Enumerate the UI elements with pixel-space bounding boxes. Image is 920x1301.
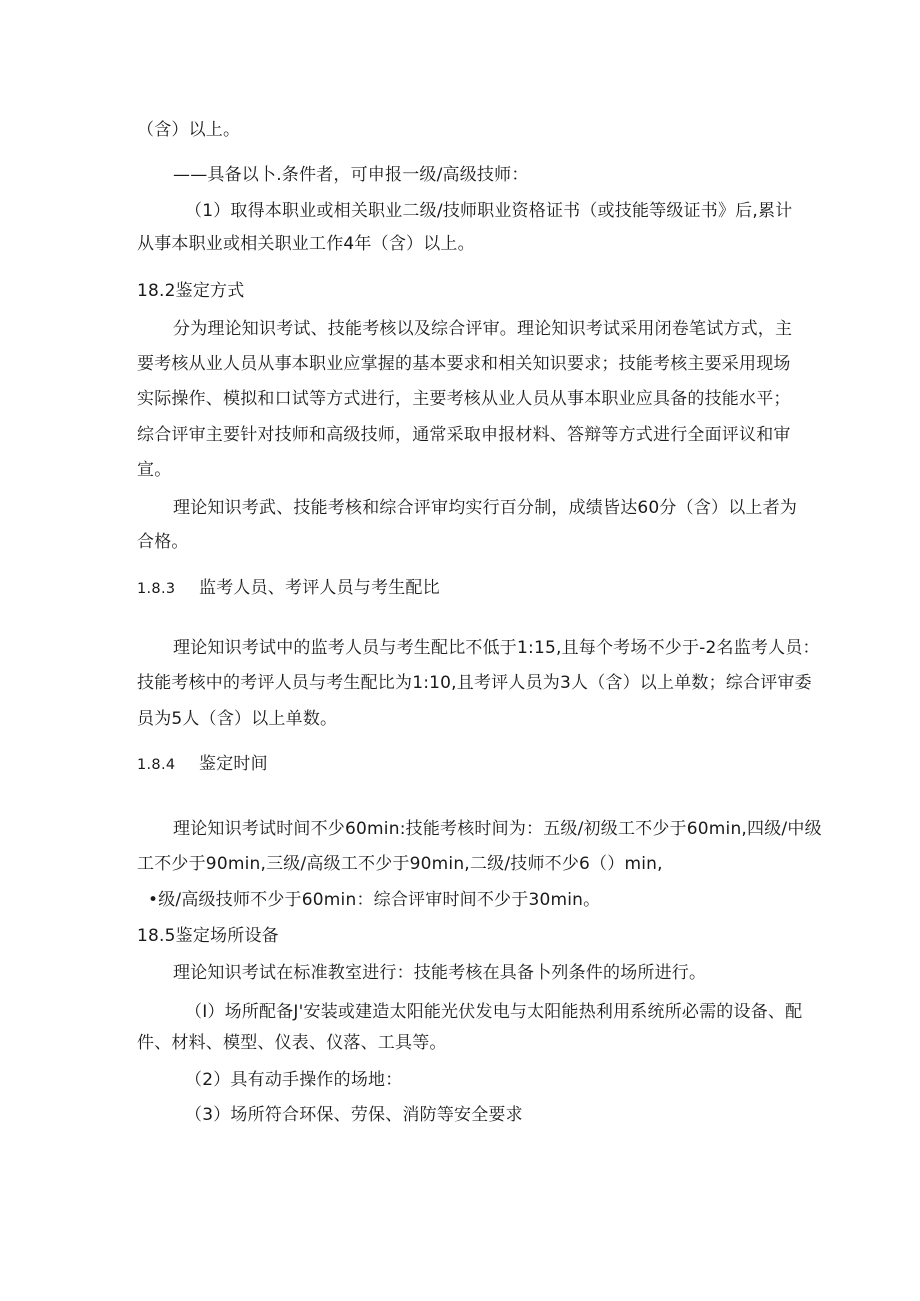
text-line: （1）取得本职业或相关职业二级/技师职业资格证书（或技能等级证书》后,累计 xyxy=(185,201,793,221)
text-line: 件、材料、模型、仪表、仪落、工具等。 xyxy=(137,1033,447,1053)
text-line: 分为理论知识考试、技能考核以及综合评审。理论知识考试采用闭卷笔试方式，主 xyxy=(173,319,793,339)
text-line: （I）场所配备J'安装或建造太阳能光伏发电与太阳能热利用系统所必需的设备、配 xyxy=(185,1002,803,1022)
text-line: （含）以上。 xyxy=(137,120,241,140)
section-heading xyxy=(137,753,268,776)
section-heading xyxy=(137,577,440,600)
section-number: 1.8.3 xyxy=(137,581,176,597)
text-line: 工不少于90min,三级/高级工不少于90min,二级/技师不少6（）min, xyxy=(137,854,663,874)
text-line: （3）场所符合环保、劳保、消防等安全要求 xyxy=(185,1105,523,1125)
section-number: 1.8.4 xyxy=(137,757,176,773)
text-line: 综合评审主要针对技师和高级技师，通常采取申报材料、答辩等方式进行全面评议和审 xyxy=(137,425,791,445)
section-heading: 18.5鉴定场所设备 xyxy=(137,926,279,946)
text-line: （2）具有动手操作的场地： xyxy=(185,1070,403,1090)
text-line: 理论知识考武、技能考核和综合评审均实行百分制，成绩皆达60分（含）以上者为 xyxy=(173,498,798,518)
text-line: 要考核从业人员从事本职业应掌握的基本要求和相关知识要求；技能考核主要采用现场 xyxy=(137,354,791,374)
text-line: 从事本职业或相关职业工作4年（含）以上。 xyxy=(137,234,475,254)
text-line: •级/高级技师不少于60min：综合评审时间不少于30min。 xyxy=(148,890,601,910)
section-title: 监考人员、考评人员与考生配比 xyxy=(199,578,440,598)
text-line: 员为5人（含）以上单数。 xyxy=(137,709,338,729)
text-line: 实际操作、模拟和口试等方式进行，主要考核从业人员从事本职业应具备的技能水平； xyxy=(137,389,791,409)
text-line: 理论知识考试中的监考人员与考生配比不低于1:15,且每个考场不少于-2名监考人员： xyxy=(173,638,820,658)
text-line: 合格。 xyxy=(137,532,189,552)
text-line: 理论知识考试时间不少60min:技能考核时间为：五级/初级工不少于60min,四级/中级 xyxy=(173,819,822,839)
text-line: 理论知识考试在标准教室进行：技能考核在具备卜列条件的场所进行。 xyxy=(173,963,707,983)
text-line: 宣。 xyxy=(137,460,172,480)
section-title: 鉴定时间 xyxy=(199,754,268,774)
section-heading: 18.2鉴定方式 xyxy=(137,281,245,301)
text-line: ——具备以卜.条件者，可申报一级/高级技师： xyxy=(173,165,529,185)
text-line: 技能考核中的考评人员与考生配比为1:10,且考评人员为3人（含）以上单数；综合评审委 xyxy=(137,673,812,693)
